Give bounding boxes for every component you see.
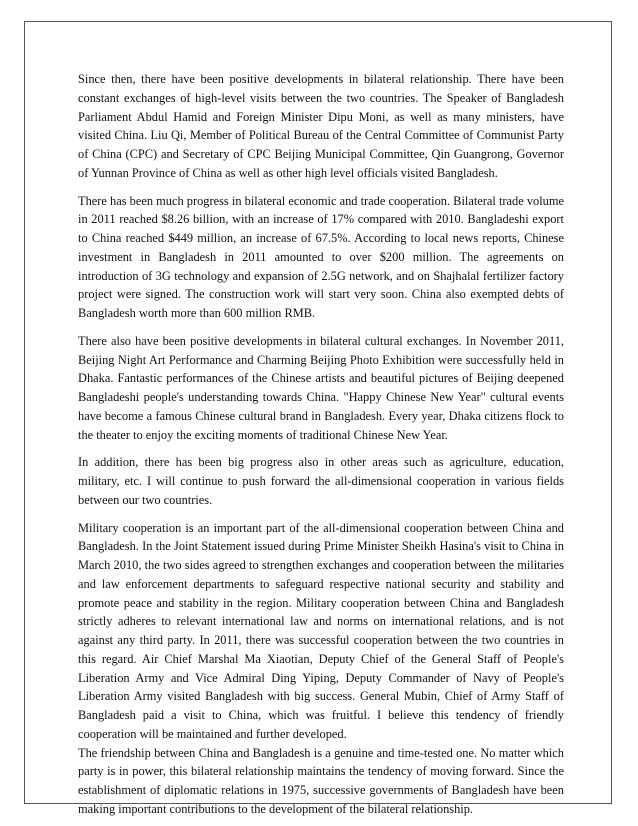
paragraph-friendship: The friendship between China and Bangladesh is a genuine and time-tested one. No matter which party is in power, this bilateral relationship maintains the tendency of moving forward. Since the establishment of diplomatic relations in 1975, successive governments of Bangladesh have been making important contributions to the development of the bilateral relationship.: [78, 745, 564, 816]
paragraph-high-level-visits: Since then, there have been positive developments in bilateral relationship. There have been constant exchanges of high-level visits between the two countries. The Speaker of Bangladesh Parliament Abdul Hamid and Foreign Minister Dipu Moni, as well as many ministers, have visited China. Liu Qi, Member of Political Bureau of the Central Committee of Communist Party of China (CPC) and Secretary of CPC Beijing Municipal Committee, Qin Guangrong, Governor of Yunnan Province of China as well as other high level officials visited Bangladesh.: [78, 72, 564, 180]
paragraph-economic-trade: There has been much progress in bilateral economic and trade cooperation. Bilateral trade volume in 2011 reached $8.26 billion, with an increase of 17% compared with 2010. Bangladeshi export to China reached $449 million, an increase of 67.5%. According to local news reports, Chinese investment in Bangladesh in 2011 amounted to over $200 million. The agreements on introduction of 3G technology and expansion of 2.5G network, and on Shajhalal fertilizer factory project were signed. The construction work will start very soon. China also exempted debts of Bangladesh worth more than 600 million RMB.: [78, 193, 564, 320]
document-body: [78, 70, 564, 819]
paragraph-military-cooperation: Military cooperation is an important part of the all-dimensional cooperation between China and Bangladesh. In the Joint Statement issued during Prime Minister Sheikh Hasina's visit to China in March 2010, the two sides agreed to strengthen exchanges and cooperation between the militaries and law enforcement departments to safeguard respective national security and stability and promote peace and stability in the region. Military cooperation between China and Bangladesh strictly adheres to relevant international law and norms on international relations, and is not against any third party. In 2011, there was successful cooperation between the two countries in this regard. Air Chief Marshal Ma Xiaotian, Deputy Chief of the General Staff of People's Liberation Army and Vice Admiral Ding Yiping, Deputy Commander of Navy of People's Liberation Army visited Bangladesh with big success. General Mubin, Chief of Army Staff of Bangladesh paid a visit to China, which was fruitful. I believe this tendency of friendly cooperation will be maintained and further developed.: [78, 520, 564, 741]
paragraph-other-areas: In addition, there has been big progress also in other areas such as agriculture, education, military, etc. I will continue to push forward the all-dimensional cooperation in various fields between our two countries.: [78, 455, 564, 507]
paragraph-cultural-exchanges: There also have been positive developments in bilateral cultural exchanges. In November 2011, Beijing Night Art Performance and Charming Beijing Photo Exhibition were successfully held in Dhaka. Fantastic performances of the Chinese artists and beautiful pictures of Beijing deepened Bangladeshi people's understanding towards China. "Happy Chinese New Year" cultural events have become a famous Chinese cultural brand in Bangladesh. Every year, Dhaka citizens flock to the theater to enjoy the exciting moments of traditional Chinese New Year.: [78, 333, 564, 442]
